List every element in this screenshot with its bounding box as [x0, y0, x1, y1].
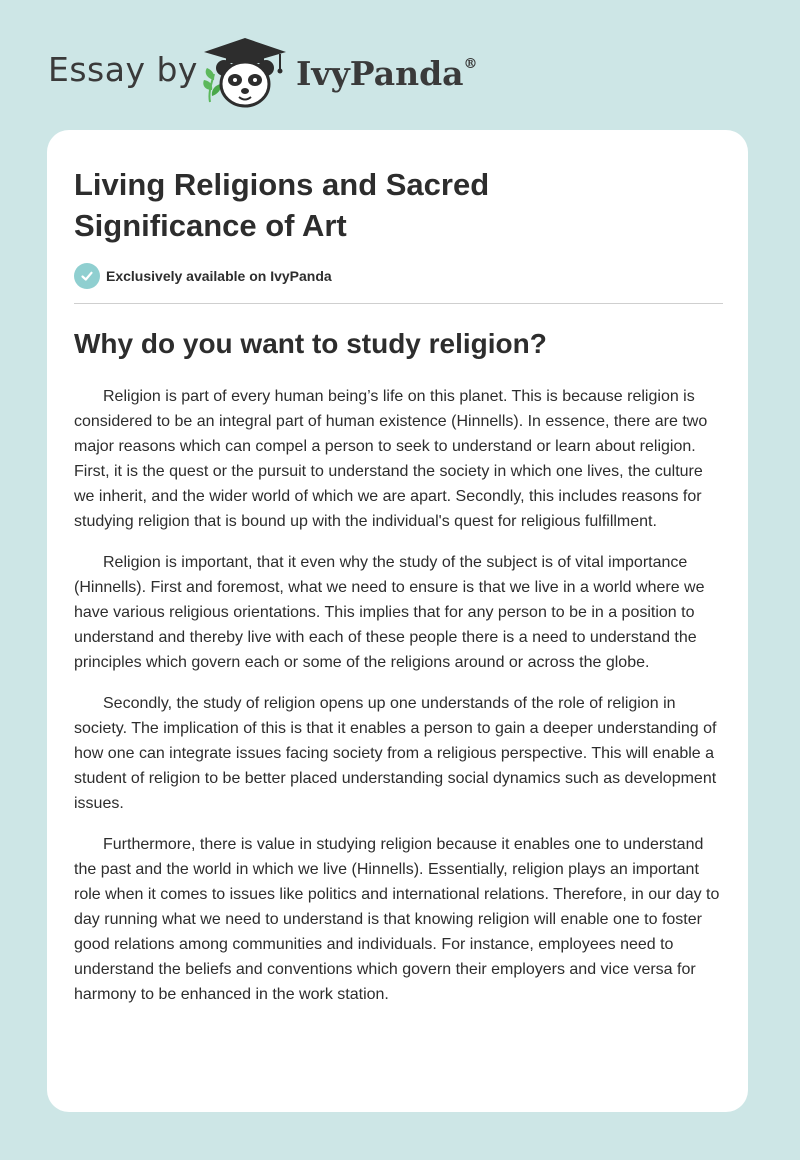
- badge-label: Exclusively available on IvyPanda: [106, 268, 332, 284]
- check-icon: [74, 263, 100, 289]
- panda-logo-icon[interactable]: [200, 36, 290, 110]
- exclusive-badge: [74, 263, 332, 289]
- paragraph: Religion is part of every human being’s life on this planet. This is because religion is considered to be an integral part of human existence (Hinnells). In essence, there are two major reasons which can compel a person to seek to understand or learn about religion. First, it is the quest or the pursuit to understand the society in which one lives, the culture we inherit, and the wider world of which we are apart. Secondly, this includes reasons for studying religion that is bound up with the individual's quest for religious fulfillment.: [74, 388, 708, 530]
- paragraph: Religion is important, that it even why the study of the subject is of vital importance (Hinnells). First and foremost, what we need to ensure is that we live in a world where we have various religious orientations. This implies that for any person to be in a position to understand and thereby live with each of these people there is a need to understand the principles which govern each or some of the religions around or across the globe.: [74, 554, 705, 671]
- registered-mark: ®: [463, 56, 478, 72]
- brand-text: IvyPanda: [296, 54, 464, 93]
- brand-name[interactable]: [296, 54, 478, 93]
- essay-body: [74, 384, 726, 1023]
- essay-by-label: Essay by: [48, 50, 198, 89]
- divider: [74, 303, 723, 304]
- section-heading: Why do you want to study religion?: [74, 328, 547, 359]
- site-header: [0, 0, 800, 130]
- page-title: Living Religions and Sacred Significance of Art: [74, 167, 490, 243]
- essay-card: [47, 130, 748, 1112]
- paragraph: Secondly, the study of religion opens up one understands of the role of religion in society. The implication of this is that it enables a person to gain a deeper understanding of how one can integrate issues facing society from a religious perspective. This will enable a student of religion to be better placed understanding social dynamics such as development issues.: [74, 695, 717, 812]
- paragraph: Furthermore, there is value in studying religion because it enables one to understand the past and the world in which we live (Hinnells). Essentially, religion plays an important role when it comes to issues like politics and international relations. Therefore, in our day to day running what we need to understand is that knowing religion will enable one to foster good relations among communities and individuals. For instance, employees need to understand the beliefs and conventions which govern their employers and vice versa for harmony to be enhanced in the work station.: [74, 836, 720, 1003]
